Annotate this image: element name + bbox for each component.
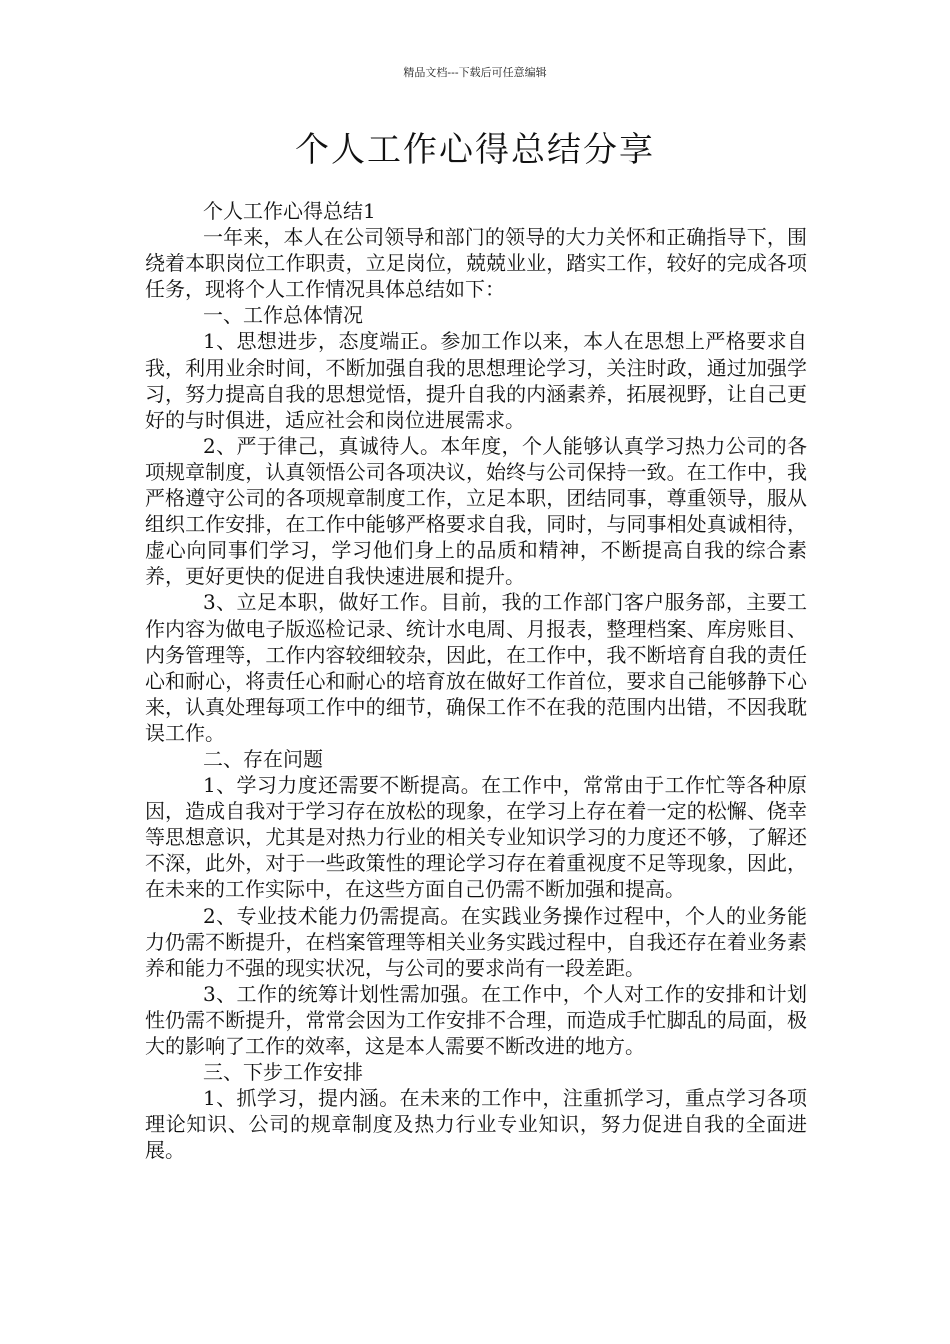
document-title: 个人工作心得总结分享 — [295, 130, 655, 170]
section-heading-next-steps: 三、下步工作安排 — [203, 1060, 363, 1085]
paragraph-duties: 3、立足本职，做好工作。目前，我的工作部门客户服务部，主要工作内容为做电子版巡检记录、统计水电周、月报表，整理档案、库房账目、内务管理等，工作内容较细较杂，因此，在工作中，我不断培育自我的责任心和耐心，将责任心和耐心的培育放在做好工作首位，要求自己能够静下心来，认真处理每项工作中的细节，确保工作不在我的范围内出错，不因我耽误工作。 — [145, 590, 807, 745]
section-heading-problems: 二、存在问题 — [203, 746, 323, 771]
paragraph-skills: 2、专业技术能力仍需提高。在实践业务操作过程中，个人的业务能力仍需不断提升，在档案管理等相关业务实践过程中，自我还存在着业务素养和能力不强的现实状况，与公司的要求尚有一段差距。 — [145, 903, 807, 980]
section-heading-overall: 一、工作总体情况 — [203, 303, 363, 328]
intro-paragraph: 一年来，本人在公司领导和部门的领导的大力关怀和正确指导下，围绕着本职岗位工作职责，立足岗位，兢兢业业，踏实工作，较好的完成各项任务，现将个人工作情况具体总结如下： — [145, 225, 807, 302]
page-header: 精品文档---下载后可任意编辑 — [403, 66, 547, 79]
paragraph-study-plan: 1、抓学习，提内涵。在未来的工作中，注重抓学习，重点学习各项理论知识、公司的规章制度及热力行业专业知识，努力促进自我的全面进展。 — [145, 1086, 807, 1163]
section-heading-summary-1: 个人工作心得总结1 — [203, 199, 376, 223]
paragraph-learning: 1、学习力度还需要不断提高。在工作中，常常由于工作忙等各种原因，造成自我对于学习存在放松的现象，在学习上存在着一定的松懈、侥幸等思想意识，尤其是对热力行业的相关专业知识学习的力度还不够，了解还不深，此外，对于一些政策性的理论学习存在着重视度不足等现象，因此，在未来的工作实际中，在这些方面自己仍需不断加强和提高。 — [145, 773, 807, 902]
paragraph-thinking: 1、思想进步，态度端正。参加工作以来，本人在思想上严格要求自我，利用业余时间，不断加强自我的思想理论学习，关注时政，通过加强学习，努力提高自我的思想觉悟，提升自我的内涵素养，拓展视野，让自己更好的与时俱进，适应社会和岗位进展需求。 — [145, 329, 807, 432]
paragraph-planning: 3、工作的统筹计划性需加强。在工作中，个人对工作的安排和计划性仍需不断提升，常常会因为工作安排不合理，而造成手忙脚乱的局面，极大的影响了工作的效率，这是本人需要不断改进的地方。 — [145, 981, 807, 1058]
document-body — [145, 198, 807, 1163]
paragraph-discipline: 2、严于律己，真诚待人。本年度，个人能够认真学习热力公司的各项规章制度，认真领悟公司各项决议，始终与公司保持一致。在工作中，我严格遵守公司的各项规章制度工作，立足本职，团结同事，尊重领导，服从组织工作安排，在工作中能够严格要求自我，同时，与同事相处真诚相待，虚心向同事们学习，学习他们身上的品质和精神，不断提高自我的综合素养，更好更快的促进自我快速进展和提升。 — [145, 433, 807, 589]
